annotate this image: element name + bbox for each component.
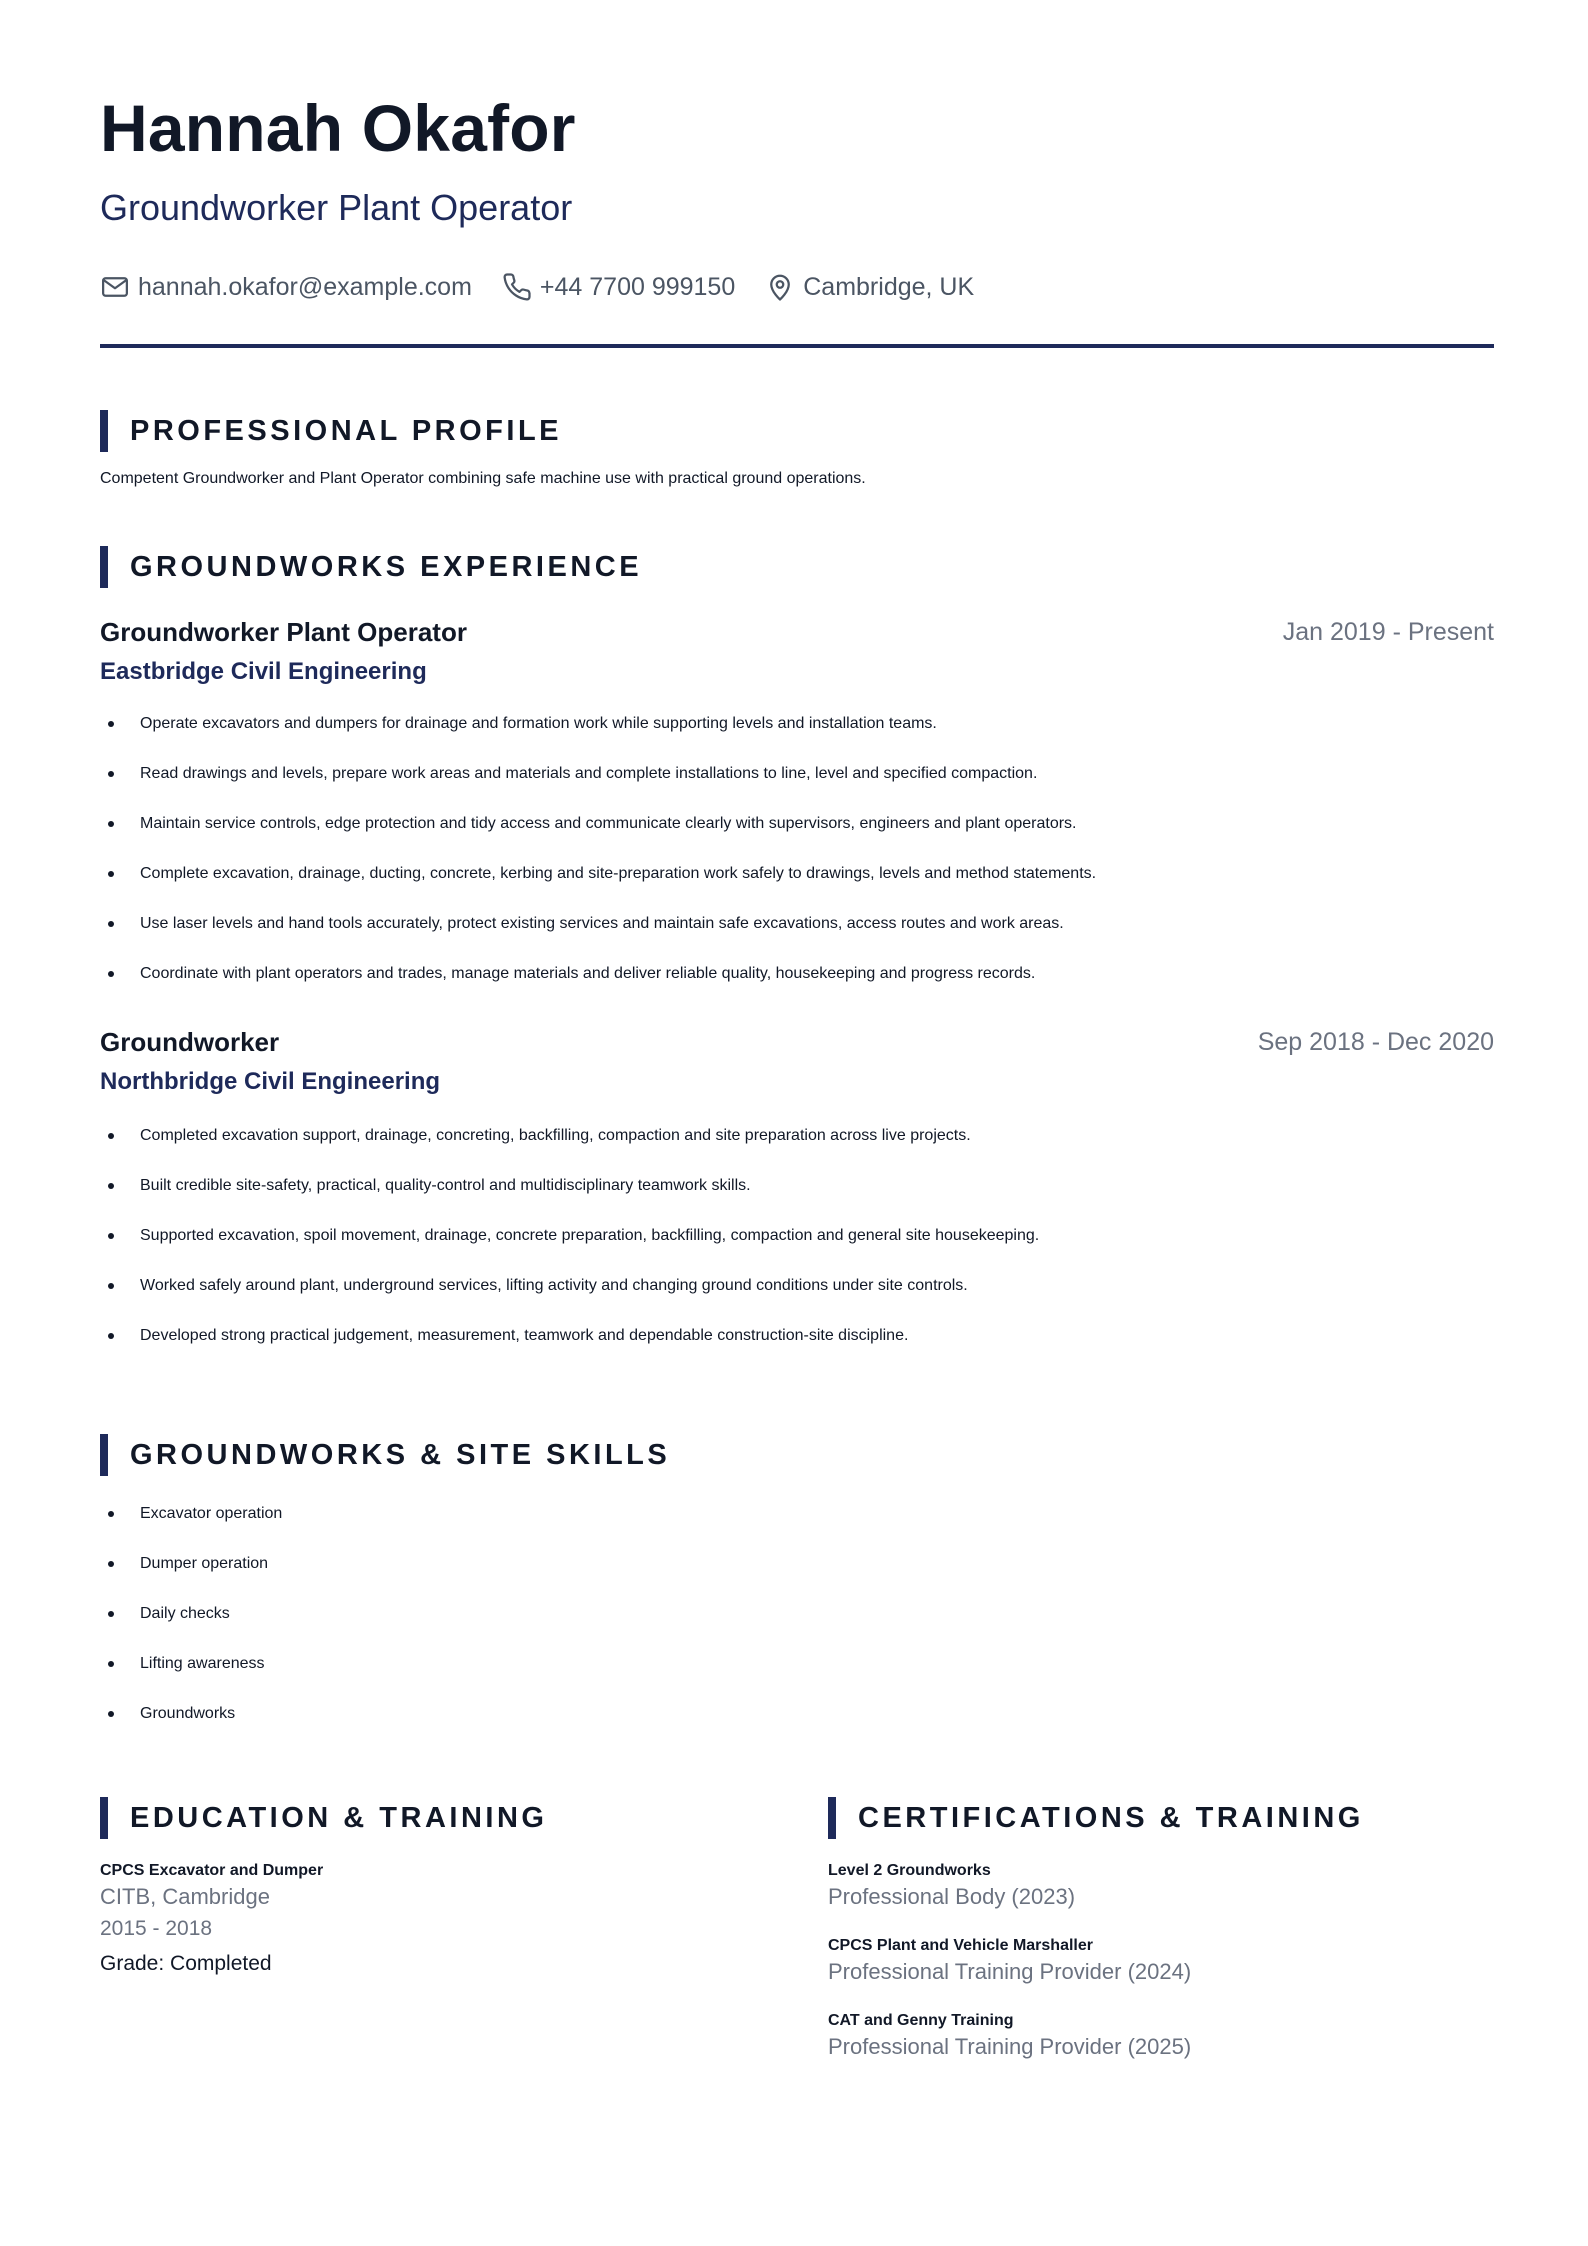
phone-icon	[502, 272, 532, 302]
skill-item: Excavator operation	[100, 1502, 282, 1552]
contact-email[interactable]	[100, 270, 472, 304]
certification-title: CPCS Plant and Vehicle Marshaller	[828, 1937, 1093, 1954]
email-text: hannah.okafor@example.com	[138, 273, 472, 301]
job-title: Groundworker	[100, 1027, 280, 1057]
list-item: Coordinate with plant operators and trades, manage materials and deliver reliable quality, housekeeping and progress records.	[100, 962, 1096, 1012]
certification-entry	[828, 2010, 1191, 2062]
certification-entry	[828, 1860, 1075, 1912]
section-title: PROFESSIONAL PROFILE	[130, 414, 563, 447]
skill-item: Lifting awareness	[100, 1652, 282, 1702]
certification-issuer: Professional Training Provider (2025)	[828, 2034, 1192, 2059]
section-title: CERTIFICATIONS & TRAINING	[858, 1801, 1364, 1834]
section-certifications-heading	[828, 1797, 1364, 1839]
job-date: Sep 2018 - Dec 2020	[1257, 1028, 1494, 1056]
certification-title: Level 2 Groundworks	[828, 1862, 991, 1879]
certification-issuer: Professional Body (2023)	[828, 1884, 1076, 1909]
section-accent-bar	[100, 1797, 108, 1839]
skill-item: Groundworks	[100, 1702, 282, 1752]
list-item: Read drawings and levels, prepare work areas and materials and complete installations to line, level and specified compaction.	[100, 762, 1096, 812]
location-text: Cambridge, UK	[803, 273, 975, 301]
section-title: GROUNDWORKS & SITE SKILLS	[130, 1438, 671, 1471]
education-institution: CITB, Cambridge	[100, 1884, 270, 1909]
candidate-name: Hannah Okafor	[100, 91, 576, 165]
certification-title: CAT and Genny Training	[828, 2012, 1014, 2029]
education-title: CPCS Excavator and Dumper	[100, 1862, 324, 1879]
job-title: Groundworker Plant Operator	[100, 617, 467, 647]
list-item: Completed excavation support, drainage, concreting, backfilling, compaction and site preparation across live projects.	[100, 1124, 1039, 1174]
section-skills-heading	[100, 1434, 670, 1476]
job-company: Northbridge Civil Engineering	[100, 1068, 441, 1095]
profile-summary: Competent Groundworker and Plant Operator combining safe machine use with practical ground operations.	[100, 470, 866, 487]
contact-row	[100, 270, 1004, 304]
section-accent-bar	[100, 546, 108, 588]
job-company: Eastbridge Civil Engineering	[100, 658, 427, 685]
list-item: Developed strong practical judgement, measurement, teamwork and dependable construction-site discipline.	[100, 1324, 1039, 1374]
contact-location	[765, 270, 974, 304]
list-item: Operate excavators and dumpers for drainage and formation work while supporting levels and installation teams.	[100, 712, 1096, 762]
education-grade: Grade: Completed	[100, 1952, 272, 1975]
section-accent-bar	[100, 1434, 108, 1476]
list-item: Supported excavation, spoil movement, drainage, concrete preparation, backfilling, compaction and general site housekeeping.	[100, 1224, 1039, 1274]
map-pin-icon	[765, 272, 795, 302]
skill-item: Dumper operation	[100, 1552, 282, 1602]
header-divider	[100, 344, 1494, 348]
skills-list	[100, 1502, 282, 1752]
section-education-heading	[100, 1797, 547, 1839]
section-accent-bar	[828, 1797, 836, 1839]
certification-issuer: Professional Training Provider (2024)	[828, 1959, 1192, 1984]
list-item: Complete excavation, drainage, ducting, concrete, kerbing and site-preparation work safely to drawings, levels and method statements.	[100, 862, 1096, 912]
list-item: Built credible site-safety, practical, quality-control and multidisciplinary teamwork skills.	[100, 1174, 1039, 1224]
job-bullets	[100, 712, 1096, 1012]
list-item: Worked safely around plant, underground services, lifting activity and changing ground conditions under site controls.	[100, 1274, 1039, 1324]
section-experience-heading	[100, 546, 642, 588]
section-profile-heading	[100, 410, 562, 452]
education-years: 2015 - 2018	[100, 1917, 213, 1940]
mail-icon	[100, 272, 130, 302]
section-accent-bar	[100, 410, 108, 452]
contact-phone[interactable]	[502, 270, 735, 304]
education-entry	[100, 1860, 323, 1982]
list-item: Use laser levels and hand tools accurately, protect existing services and maintain safe excavations, access routes and work areas.	[100, 912, 1096, 962]
list-item: Maintain service controls, edge protection and tidy access and communicate clearly with supervisors, engineers and plant operators.	[100, 812, 1096, 862]
skill-item: Daily checks	[100, 1602, 282, 1652]
section-title: GROUNDWORKS EXPERIENCE	[130, 550, 643, 583]
candidate-role: Groundworker Plant Operator	[100, 187, 573, 228]
phone-text: +44 7700 999150	[539, 273, 736, 301]
section-title: EDUCATION & TRAINING	[130, 1801, 548, 1834]
job-bullets	[100, 1124, 1039, 1374]
job-date: Jan 2019 - Present	[1282, 618, 1494, 646]
certification-entry	[828, 1935, 1191, 1987]
